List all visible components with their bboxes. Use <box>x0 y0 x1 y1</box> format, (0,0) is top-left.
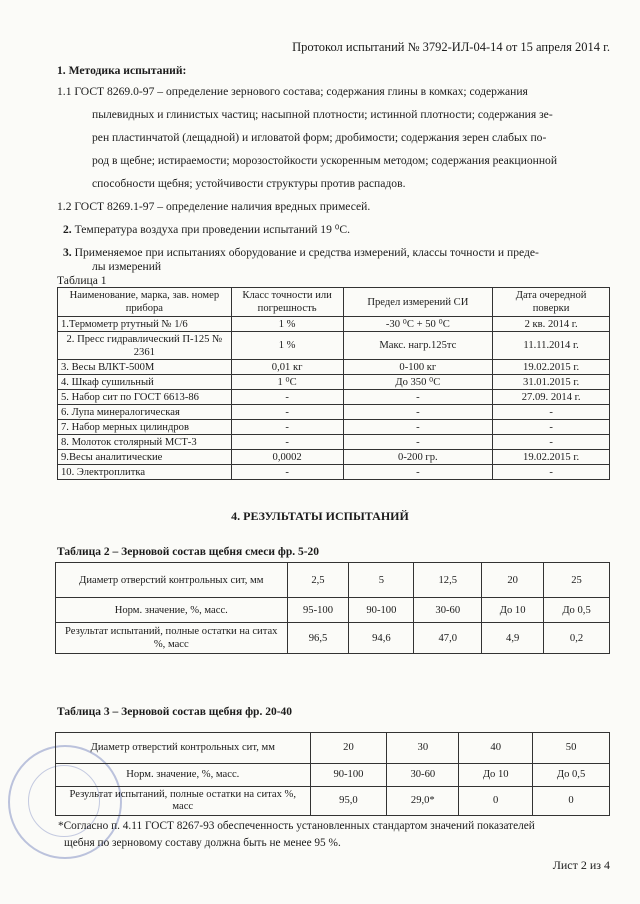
table1-cell: 1 % <box>231 317 343 332</box>
table1-cell: - <box>493 435 610 450</box>
table1-cell: 4. Шкаф сушильный <box>58 375 232 390</box>
table2-cell: 0,2 <box>544 623 610 654</box>
table1-cell: 0-200 гр. <box>343 450 493 465</box>
table1-cell: - <box>343 405 493 420</box>
table1-cell: - <box>493 420 610 435</box>
table3-cell: До 10 <box>459 764 533 787</box>
table2-cell: 4,9 <box>482 623 544 654</box>
section4-title: 4. РЕЗУЛЬТАТЫ ИСПЫТАНИЙ <box>231 509 409 523</box>
table3-cell: 29,0* <box>387 787 459 816</box>
section3-number: 3. <box>63 246 72 259</box>
table1-header-range: Предел измерений СИ <box>343 288 493 317</box>
table1-cell: 0,0002 <box>231 450 343 465</box>
footnote-line2: щебня по зерновому составу должна быть не менее 95 %. <box>64 837 341 849</box>
table1-cell: 31.01.2015 г. <box>493 375 610 390</box>
table2-cell: 95-100 <box>287 598 349 623</box>
page-number: Лист 2 из 4 <box>552 858 610 872</box>
table-row <box>58 420 610 435</box>
table1-cell: 10. Электроплитка <box>58 465 232 480</box>
table3-cell: 0 <box>459 787 533 816</box>
table1-cell: 2. Пресс гидравлический П-125 № 2361 <box>58 332 232 360</box>
table-row <box>58 405 610 420</box>
table-row <box>58 465 610 480</box>
table1-cell: - <box>231 465 343 480</box>
section1-item-1-2: 1.2 ГОСТ 8269.1-97 – определение наличия вредных примесей. <box>57 200 371 213</box>
table1-cell: 9.Весы аналитические <box>58 450 232 465</box>
table1-cell: 0,01 кг <box>231 360 343 375</box>
table1-cell: - <box>343 390 493 405</box>
table2-cell: 2,5 <box>287 563 349 598</box>
table3-row-label: Норм. значение, %, масс. <box>56 764 311 787</box>
table3-cell: 90-100 <box>310 764 387 787</box>
table2-row-label: Результат испытаний, полные остатки на ситах %, масс <box>56 623 288 654</box>
table1-cell: 7. Набор мерных цилиндров <box>58 420 232 435</box>
footnote-line1: *Согласно п. 4.11 ГОСТ 8267-93 обеспеченность установленных стандартом значений показателей <box>58 820 535 832</box>
table1-cell: 6. Лупа минералогическая <box>58 405 232 420</box>
table2-row-label: Норм. значение, %, масс. <box>56 598 288 623</box>
protocol-header: Протокол испытаний № 3792-ИЛ-04-14 от 15 апреля 2014 г. <box>292 40 610 54</box>
table1-header-date: Дата очередной поверки <box>493 288 610 317</box>
table2-cell: 5 <box>349 563 414 598</box>
table-row <box>58 317 610 332</box>
table1-cell: 3. Весы ВЛКТ-500М <box>58 360 232 375</box>
table2-cell: 25 <box>544 563 610 598</box>
table1-header-name: Наименование, марка, зав. номер прибора <box>58 288 232 317</box>
table2-cell: 90-100 <box>349 598 414 623</box>
table1-cell: 27.09. 2014 г. <box>493 390 610 405</box>
section3-text-line1: Применяемое при испытаниях оборудование и средства измерений, классы точности и преде- <box>74 246 539 259</box>
table2-cell: До 10 <box>482 598 544 623</box>
section3-text-line2: лы измерений <box>92 260 162 273</box>
table1-cell: - <box>343 420 493 435</box>
section1-item-1-1-line5: способности щебня; устойчивости структуры против распадов. <box>92 177 406 190</box>
table1-cell: 5. Набор сит по ГОСТ 6613-86 <box>58 390 232 405</box>
table-row <box>56 787 610 816</box>
section1-item-1-1-line3: рен пластинчатой (лещадной) и игловатой форм; дробимости; содержания зерен слабых по- <box>92 131 547 144</box>
table1-cell: - <box>343 435 493 450</box>
table3-caption: Таблица 3 – Зерновой состав щебня фр. 20-40 <box>57 706 293 718</box>
table-row <box>56 598 610 623</box>
table1-cell: Макс. нагр.125тс <box>343 332 493 360</box>
table2-cell: До 0,5 <box>544 598 610 623</box>
section1-item-1-1-line4: род в щебне; истираемости; морозостойкости ускоренным методом; содержания реакционной <box>92 154 558 167</box>
section2-number: 2. <box>63 223 72 236</box>
table3-cell: До 0,5 <box>533 764 610 787</box>
table2-cell: 20 <box>482 563 544 598</box>
table1-cell: - <box>493 405 610 420</box>
table1-cell: - <box>231 420 343 435</box>
table1-cell: 11.11.2014 г. <box>493 332 610 360</box>
table2-caption: Таблица 2 – Зерновой состав щебня смеси фр. 5-20 <box>57 546 320 558</box>
section1-item-1-1-line1: 1.1 ГОСТ 8269.0-97 – определение зернового состава; содержания глины в комках; содержания <box>57 85 528 98</box>
table1-header-row <box>58 288 610 317</box>
table3-cell: 40 <box>459 733 533 764</box>
table-row <box>56 733 610 764</box>
section2 <box>63 219 350 240</box>
table-row <box>56 623 610 654</box>
section1-item-1-1-line2: пылевидных и глинистых частиц; насыпной плотности; истинной плотности; содержания зе- <box>92 108 553 121</box>
table1-cell: 0-100 кг <box>343 360 493 375</box>
table3-row-label: Результат испытаний, полные остатки на ситах %, масс <box>56 787 311 816</box>
table3-cell: 0 <box>533 787 610 816</box>
table3-cell: 30-60 <box>387 764 459 787</box>
table-row <box>58 332 610 360</box>
table3-cell: 20 <box>310 733 387 764</box>
equipment-table <box>57 287 610 480</box>
table1-header-accuracy: Класс точности или погрешность <box>231 288 343 317</box>
table1-cell: 1 ⁰С <box>231 375 343 390</box>
section2-text: Температура воздуха при проведении испытаний 19 ⁰С. <box>74 223 351 236</box>
grain-composition-5-20-table <box>55 562 610 654</box>
table-row <box>58 450 610 465</box>
table2-cell: 47,0 <box>414 623 482 654</box>
table3-row-label: Диаметр отверстий контрольных сит, мм <box>56 733 311 764</box>
table1-cell: 19.02.2015 г. <box>493 360 610 375</box>
table-row <box>58 390 610 405</box>
table3-cell: 95,0 <box>310 787 387 816</box>
table1-cell: -30 ⁰С + 50 ⁰С <box>343 317 493 332</box>
table1-cell: 19.02.2015 г. <box>493 450 610 465</box>
table1-caption: Таблица 1 <box>57 274 107 287</box>
table1-cell: 1 % <box>231 332 343 360</box>
table2-cell: 96,5 <box>287 623 349 654</box>
table-row <box>56 764 610 787</box>
table1-cell: 8. Молоток столярный МСТ-3 <box>58 435 232 450</box>
table1-cell: - <box>493 465 610 480</box>
table2-cell: 12,5 <box>414 563 482 598</box>
table1-cell: - <box>343 465 493 480</box>
table1-cell: 2 кв. 2014 г. <box>493 317 610 332</box>
table1-cell: До 350 ⁰С <box>343 375 493 390</box>
table3-cell: 50 <box>533 733 610 764</box>
grain-composition-20-40-table <box>55 732 610 816</box>
table1-cell: - <box>231 435 343 450</box>
table2-cell: 94,6 <box>349 623 414 654</box>
table-row <box>58 360 610 375</box>
table3-cell: 30 <box>387 733 459 764</box>
table-row <box>58 375 610 390</box>
table-row <box>58 435 610 450</box>
table-row <box>56 563 610 598</box>
table1-cell: 1.Термометр ртутный № 1/6 <box>58 317 232 332</box>
table1-cell: - <box>231 405 343 420</box>
table2-row-label: Диаметр отверстий контрольных сит, мм <box>56 563 288 598</box>
table2-cell: 30-60 <box>414 598 482 623</box>
section1-title: 1. Методика испытаний: <box>57 64 187 77</box>
footnote <box>58 818 535 852</box>
table1-cell: - <box>231 390 343 405</box>
